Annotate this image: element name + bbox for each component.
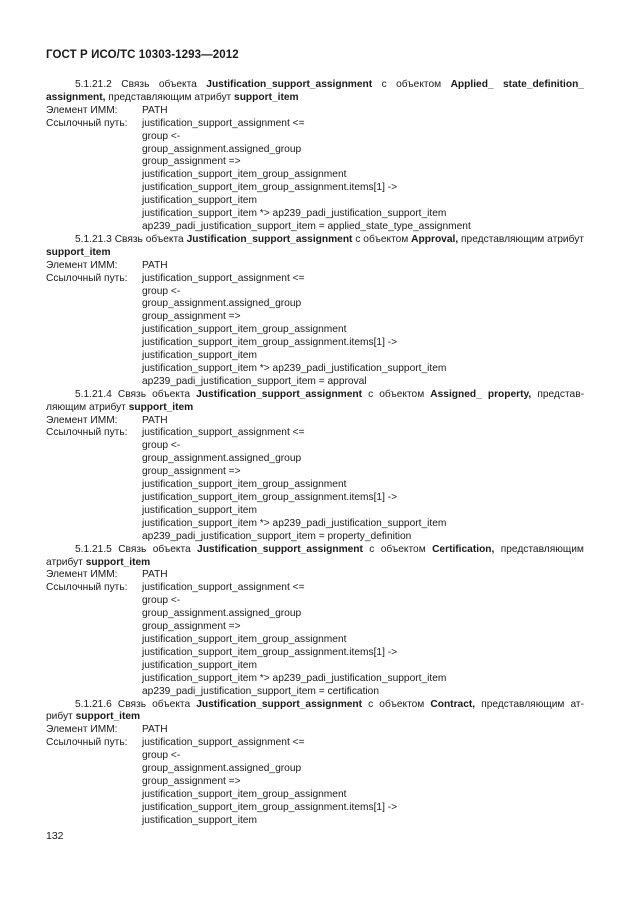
path-line: justification_support_item_group_assignment bbox=[142, 324, 347, 336]
section-number: 5.1.21.6 bbox=[75, 698, 112, 710]
section-text-pre: Связь объекта bbox=[114, 233, 184, 245]
section-target: Certification, bbox=[432, 543, 495, 555]
path-line: justification_support_item *> ap239_padi_justification_support_item bbox=[142, 208, 447, 220]
section-attribute: support_item bbox=[85, 556, 151, 568]
path-line: group_assignment.assigned_group bbox=[142, 608, 302, 620]
section-text-post: представляющим атрибут bbox=[46, 543, 584, 568]
element-row bbox=[46, 724, 584, 737]
mapping-section-5.1.21.6 bbox=[46, 699, 584, 828]
path-line: justification_support_assignment <= bbox=[142, 582, 305, 594]
section-entity: Justification_support_assignment bbox=[197, 543, 363, 555]
path-line: group_assignment.assigned_group bbox=[142, 763, 302, 775]
section-target: Approval, bbox=[411, 233, 459, 245]
element-label: Элемент ИММ: bbox=[46, 259, 118, 271]
path-line: group_assignment => bbox=[142, 466, 241, 478]
section-text-pre: Связь объекта bbox=[118, 543, 191, 555]
path-line: ap239_padi_justification_support_item = certification bbox=[142, 685, 380, 697]
mapping-section-5.1.21.3 bbox=[46, 234, 584, 389]
section-text-mid: с объектом bbox=[368, 698, 425, 710]
element-row bbox=[46, 105, 584, 118]
section-text-post: представляющим атрибут bbox=[108, 91, 232, 103]
path-line: group_assignment => bbox=[142, 775, 241, 787]
path-line: justification_support_item bbox=[142, 814, 257, 826]
ref-path-label: Ссылочный путь: bbox=[46, 737, 128, 749]
path-line: justification_support_assignment <= bbox=[142, 737, 305, 749]
element-label: Элемент ИММ: bbox=[46, 724, 118, 736]
ref-path-label: Ссылочный путь: bbox=[46, 272, 128, 284]
ref-path-label: Ссылочный путь: bbox=[46, 427, 128, 439]
ref-path-row bbox=[46, 273, 584, 286]
section-attribute: support_item bbox=[128, 401, 194, 413]
element-value: PATH bbox=[142, 724, 168, 736]
document-body bbox=[46, 79, 584, 828]
path-line: group_assignment => bbox=[142, 311, 241, 323]
element-label: Элемент ИММ: bbox=[46, 104, 118, 116]
section-target: Contract, bbox=[430, 698, 476, 710]
section-paragraph bbox=[46, 389, 584, 415]
section-entity: Justification_support_assignment bbox=[196, 388, 363, 400]
path-line: justification_support_item_group_assignment bbox=[142, 633, 347, 645]
path-line: group_assignment => bbox=[142, 621, 241, 633]
section-entity: Justification_support_assignment bbox=[196, 698, 363, 710]
section-attribute: support_item bbox=[46, 246, 111, 258]
path-line: justification_support_item_group_assignment bbox=[142, 788, 347, 800]
section-entity: Justification_support_assignment bbox=[186, 233, 353, 245]
mapping-section-5.1.21.2 bbox=[46, 79, 584, 234]
section-text-mid: с объектом bbox=[368, 388, 425, 400]
path-line: group <- bbox=[142, 440, 181, 452]
document-header: ГОСТ Р ИСО/ТС 10303-1293—2012 bbox=[46, 49, 239, 61]
path-line: justification_support_item bbox=[142, 195, 257, 207]
section-target: Assigned_ property, bbox=[430, 388, 532, 400]
element-label: Элемент ИММ: bbox=[46, 569, 118, 581]
section-paragraph bbox=[46, 544, 584, 570]
element-value: PATH bbox=[142, 259, 168, 271]
path-line: justification_support_item_group_assignment.items[1] -> bbox=[142, 492, 398, 503]
path-line: ap239_padi_justification_support_item = approval bbox=[142, 375, 367, 387]
path-line: justification_support_assignment <= bbox=[142, 427, 305, 439]
path-line: justification_support_item_group_assignment.items[1] -> bbox=[142, 801, 398, 813]
ref-path-row bbox=[46, 427, 584, 440]
path-line: justification_support_item *> ap239_padi_justification_support_item bbox=[142, 362, 447, 374]
reference-path bbox=[46, 427, 584, 543]
section-text-mid: с объектом bbox=[369, 543, 426, 555]
element-value: PATH bbox=[142, 569, 168, 581]
path-line: justification_support_item bbox=[142, 350, 257, 362]
section-number: 5.1.21.2 bbox=[75, 79, 112, 90]
path-line: group_assignment.assigned_group bbox=[142, 298, 302, 310]
ref-path-row bbox=[46, 737, 584, 750]
path-line: justification_support_item_group_assignment bbox=[142, 169, 347, 181]
section-entity: Justification_support_assignment bbox=[206, 79, 373, 90]
path-line: group <- bbox=[142, 750, 181, 762]
section-text-mid: с объектом bbox=[355, 233, 409, 245]
section-paragraph bbox=[46, 234, 584, 260]
element-row bbox=[46, 569, 584, 582]
path-line: justification_support_item_group_assignment.items[1] -> bbox=[142, 337, 398, 349]
path-line: group <- bbox=[142, 595, 181, 607]
section-text-post: представляющим ат-рибут bbox=[46, 698, 584, 723]
section-text-post: представляющим атрибут bbox=[461, 233, 584, 245]
mapping-section-5.1.21.5 bbox=[46, 544, 584, 699]
path-line: group <- bbox=[142, 130, 181, 142]
ref-path-row bbox=[46, 118, 584, 131]
path-line: justification_support_item_group_assignment.items[1] -> bbox=[142, 182, 398, 194]
path-line: group <- bbox=[142, 285, 181, 297]
reference-path bbox=[46, 737, 584, 827]
path-line: justification_support_assignment <= bbox=[142, 117, 305, 129]
section-text-post: представ-ляющим атрибут bbox=[46, 388, 584, 413]
path-line: group_assignment.assigned_group bbox=[142, 453, 302, 465]
ref-path-row bbox=[46, 582, 584, 595]
path-line: ap239_padi_justification_support_item = property_definition bbox=[142, 530, 412, 542]
section-text-pre: Связь объекта bbox=[121, 79, 197, 90]
element-row bbox=[46, 260, 584, 273]
section-number: 5.1.21.5 bbox=[75, 543, 112, 555]
ref-path-label: Ссылочный путь: bbox=[46, 582, 128, 594]
section-text-pre: Связь объекта bbox=[117, 388, 191, 400]
section-number: 5.1.21.3 bbox=[75, 233, 112, 245]
path-line: justification_support_item *> ap239_padi_justification_support_item bbox=[142, 672, 447, 684]
mapping-section-5.1.21.4 bbox=[46, 389, 584, 544]
section-text-mid: с объектом bbox=[381, 79, 442, 90]
ref-path-label: Ссылочный путь: bbox=[46, 117, 128, 129]
element-row bbox=[46, 415, 584, 428]
path-line: justification_support_item_group_assignment.items[1] -> bbox=[142, 646, 398, 658]
path-line: group_assignment => bbox=[142, 156, 241, 168]
reference-path bbox=[46, 118, 584, 234]
section-text-pre: Связь объекта bbox=[117, 698, 191, 710]
path-line: justification_support_item *> ap239_padi_justification_support_item bbox=[142, 517, 447, 529]
path-line: justification_support_item_group_assignment bbox=[142, 479, 347, 491]
path-line: justification_support_item bbox=[142, 504, 257, 516]
element-value: PATH bbox=[142, 104, 168, 116]
path-line: ap239_padi_justification_support_item = applied_state_type_assignment bbox=[142, 220, 471, 232]
section-paragraph bbox=[46, 699, 584, 725]
section-target: Applied_ state_definition_ assignment, bbox=[46, 79, 584, 103]
section-attribute: support_item bbox=[234, 91, 299, 103]
path-line: justification_support_item bbox=[142, 659, 257, 671]
path-line: group_assignment.assigned_group bbox=[142, 143, 302, 155]
element-value: PATH bbox=[142, 414, 168, 426]
page-number: 132 bbox=[46, 830, 64, 842]
section-number: 5.1.21.4 bbox=[75, 388, 112, 400]
section-paragraph bbox=[46, 79, 584, 105]
path-line: justification_support_assignment <= bbox=[142, 272, 305, 284]
element-label: Элемент ИММ: bbox=[46, 414, 118, 426]
section-attribute: support_item bbox=[75, 711, 141, 723]
reference-path bbox=[46, 273, 584, 389]
reference-path bbox=[46, 582, 584, 698]
